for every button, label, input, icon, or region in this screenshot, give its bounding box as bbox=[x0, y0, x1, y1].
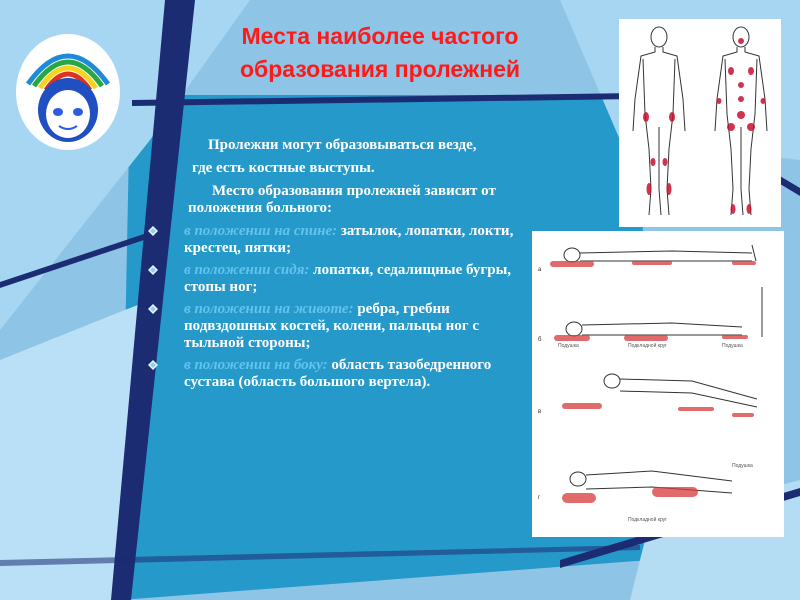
position-letter-v: в bbox=[538, 409, 542, 415]
positions-list bbox=[148, 223, 520, 391]
pillow-label: Подушка bbox=[732, 463, 753, 469]
diamond-bullet-icon bbox=[148, 226, 158, 236]
page-title bbox=[170, 20, 590, 86]
position-label: в положении на животе: bbox=[184, 301, 354, 317]
intro-paragraph-3: Место образования пролежней зависит от положения больного: bbox=[188, 183, 496, 216]
list-item bbox=[148, 223, 520, 257]
position-text: лопатки, седалищные бугры, стопы ног; bbox=[184, 262, 512, 295]
ring-label: Подкладной круг bbox=[628, 517, 668, 523]
position-label: в положении сидя: bbox=[184, 262, 310, 278]
position-letter-g: г bbox=[538, 495, 541, 501]
title-line-2: образования пролежней bbox=[239, 56, 521, 82]
pillow-label: Подушка bbox=[558, 343, 579, 349]
patient-positions-image bbox=[532, 231, 784, 537]
diamond-bullet-icon bbox=[148, 360, 158, 370]
pillow-label: Подушка bbox=[722, 343, 743, 349]
intro-paragraph-2: где есть костные выступы. bbox=[192, 160, 375, 176]
position-label: в положении на спине: bbox=[184, 223, 338, 239]
body-pressure-points-figure bbox=[619, 19, 781, 227]
diamond-bullet-icon bbox=[148, 304, 158, 314]
position-text: область тазобедренного сустава (область большого вертела). bbox=[184, 357, 492, 390]
diamond-bullet-icon bbox=[148, 265, 158, 275]
title-line-1: Места наиболее частого bbox=[241, 23, 519, 49]
logo bbox=[14, 22, 122, 152]
position-letter-a: а bbox=[538, 267, 542, 273]
position-text: затылок, лопатки, локти, крестец, пятки; bbox=[184, 223, 514, 256]
list-item bbox=[148, 301, 520, 352]
position-text: ребра, гребни подвздошных костей, колени, пальцы ног с тыльной стороны; bbox=[184, 301, 479, 351]
list-item bbox=[148, 262, 520, 296]
ring-label: Подкладной круг bbox=[628, 343, 668, 349]
intro-paragraph-1: Пролежни могут образовываться везде, bbox=[208, 137, 477, 153]
smiley-face-rainbow-logo-icon bbox=[14, 22, 122, 152]
body-positions-figure bbox=[532, 231, 784, 537]
list-item bbox=[148, 357, 520, 391]
position-label: в положении на боку: bbox=[184, 357, 328, 373]
main-text bbox=[148, 137, 520, 396]
body-silhouettes-image bbox=[619, 19, 781, 227]
position-letter-b: б bbox=[538, 337, 542, 343]
